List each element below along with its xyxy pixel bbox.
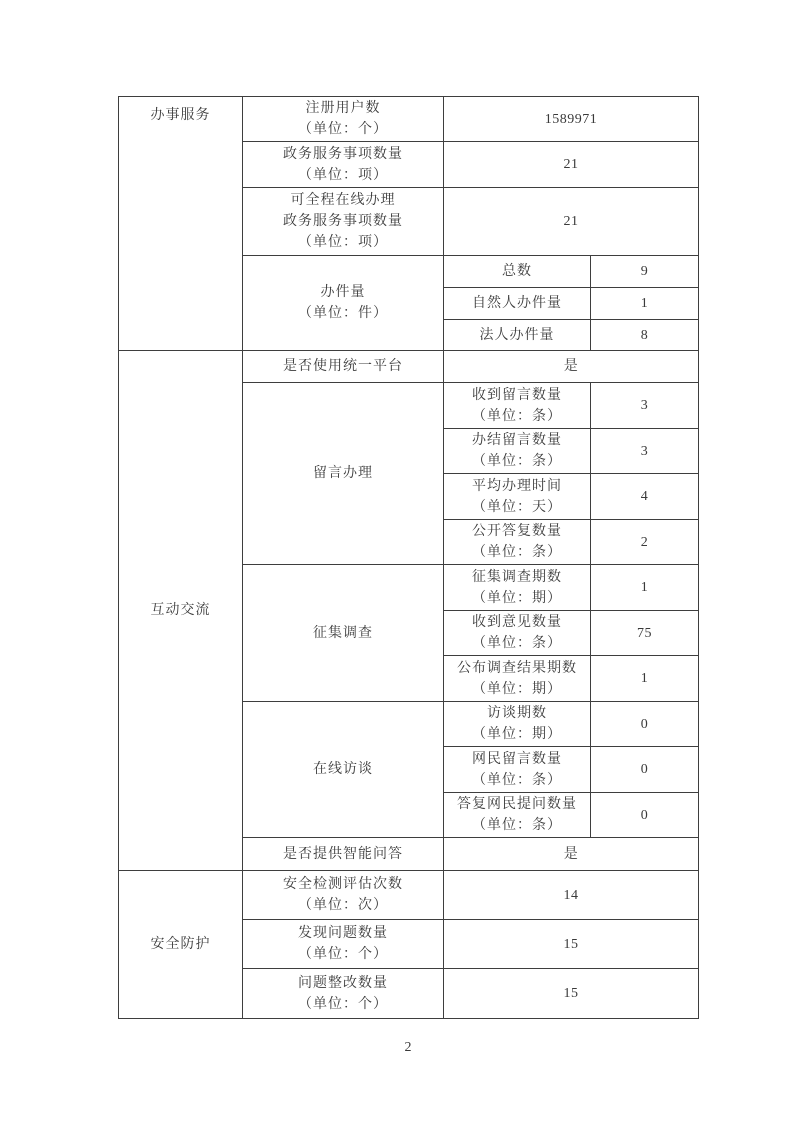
sub-item-unit: （单位：条）: [472, 636, 562, 651]
item-label: 是否使用统一平台: [283, 359, 403, 374]
sub-item-cell: [444, 256, 591, 288]
sub-item-unit: （单位：期）: [472, 590, 562, 606]
sub-item-cell: [444, 565, 591, 611]
value-cell: [591, 288, 699, 320]
value-cell: [591, 474, 699, 520]
value-text: 0: [640, 716, 649, 732]
item-label-cell: [243, 702, 444, 838]
category-label: 互动交流: [150, 603, 211, 618]
item-unit: （单位：件）: [298, 306, 388, 321]
item-label: 问题整改数量: [298, 975, 388, 991]
sub-item-unit: （单位：条）: [472, 772, 562, 788]
item-label-cell: [243, 97, 444, 142]
sub-item-unit: （单位：天）: [472, 499, 562, 515]
value-cell: [444, 838, 699, 871]
value-text: 1: [640, 580, 649, 595]
item-label: 办件量: [320, 285, 366, 300]
value-cell: [591, 793, 699, 838]
item-label: 政务服务事项数量: [283, 146, 403, 162]
sub-item-label: 访谈期数: [487, 706, 547, 721]
sub-item-unit: （单位：条）: [472, 408, 562, 424]
sub-item-cell: [444, 288, 591, 320]
sub-item-label: 总数: [502, 264, 532, 279]
value-text: 1: [640, 296, 649, 311]
category-cell: [119, 97, 243, 351]
category-label: 办事服务: [150, 108, 211, 123]
category-cell: [119, 351, 243, 871]
item-label: 留言办理: [313, 466, 373, 481]
item-label: 是否提供智能问答: [283, 846, 403, 862]
sub-item-unit: （单位：期）: [472, 727, 562, 742]
category-label: 安全防护: [150, 937, 211, 952]
value-cell: [591, 747, 699, 793]
value-text: 9: [640, 264, 649, 279]
item-label-cell: [243, 383, 444, 565]
sub-item-label: 收到意见数量: [472, 615, 562, 630]
value-cell: [591, 611, 699, 656]
value-text: 15: [563, 936, 579, 952]
value-cell: [444, 142, 699, 188]
value-text: 14: [563, 887, 579, 903]
item-label: 在线访谈: [313, 762, 373, 777]
item-unit: （单位：次）: [298, 898, 388, 913]
item-unit: （单位：个）: [298, 122, 388, 137]
sub-item-cell: [444, 611, 591, 656]
value-text: 15: [563, 986, 579, 1001]
sub-item-unit: （单位：条）: [472, 545, 562, 560]
value-text: 3: [640, 443, 649, 459]
page-number: 2: [404, 1040, 412, 1055]
sub-item-cell: [444, 702, 591, 747]
item-unit: （单位：个）: [298, 996, 388, 1012]
item-label: 注册用户数: [305, 101, 381, 116]
item-label-cell: [243, 351, 444, 383]
table-row: [119, 97, 699, 142]
item-label: 安全检测评估次数: [283, 877, 403, 892]
item-label-cell: [243, 871, 444, 920]
value-cell: [444, 188, 699, 256]
sub-item-cell: [444, 429, 591, 474]
report-table: [118, 96, 699, 1019]
sub-item-label: 答复网民提问数量: [457, 797, 577, 812]
value-cell: [591, 656, 699, 702]
sub-item-label: 公布调查结果期数: [457, 660, 577, 676]
table-row: [119, 871, 699, 920]
value-cell: [591, 565, 699, 611]
sub-item-label: 网民留言数量: [472, 751, 562, 767]
sub-item-cell: [444, 656, 591, 702]
sub-item-label: 自然人办件量: [472, 296, 562, 311]
value-cell: [444, 351, 699, 383]
item-label-cell: [243, 920, 444, 969]
item-label-cell: [243, 256, 444, 351]
value-text: 1: [640, 671, 649, 686]
value-text: 是: [563, 359, 579, 374]
sub-item-label: 办结留言数量: [472, 433, 562, 448]
item-label: 政务服务事项数量: [283, 214, 403, 229]
value-text: 21: [563, 157, 579, 172]
value-text: 21: [563, 214, 579, 229]
value-text: 8: [640, 327, 649, 343]
value-text: 3: [640, 398, 649, 413]
value-text: 4: [640, 489, 649, 504]
item-unit: （单位：个）: [298, 947, 388, 962]
table-row: [119, 351, 699, 383]
value-text: 1589971: [544, 111, 598, 127]
value-cell: [591, 383, 699, 429]
item-label: 可全程在线办理: [290, 193, 396, 208]
value-text: 75: [637, 625, 652, 641]
sub-item-label: 公开答复数量: [472, 524, 562, 539]
category-cell: [119, 871, 243, 1019]
sub-item-cell: [444, 383, 591, 429]
item-label: 征集调查: [313, 625, 373, 641]
item-label-cell: [243, 188, 444, 256]
value-cell: [591, 320, 699, 351]
item-unit: （单位：项）: [298, 235, 388, 250]
value-cell: [444, 97, 699, 142]
item-label-cell: [243, 142, 444, 188]
value-cell: [591, 256, 699, 288]
sub-item-unit: （单位：条）: [472, 454, 562, 469]
item-label: 发现问题数量: [298, 926, 388, 941]
sub-item-label: 收到留言数量: [472, 387, 562, 403]
item-label-cell: [243, 565, 444, 702]
sub-item-cell: [444, 520, 591, 565]
item-label-cell: [243, 969, 444, 1019]
sub-item-unit: （单位：条）: [472, 818, 562, 833]
sub-item-label: 征集调查期数: [472, 569, 562, 585]
value-cell: [591, 702, 699, 747]
sub-item-unit: （单位：期）: [472, 681, 562, 697]
item-label-cell: [243, 838, 444, 871]
value-text: 是: [563, 846, 579, 862]
sub-item-label: 法人办件量: [479, 327, 555, 343]
value-text: 0: [640, 807, 649, 823]
sub-item-cell: [444, 747, 591, 793]
value-cell: [444, 871, 699, 920]
sub-item-cell: [444, 320, 591, 351]
value-text: 0: [640, 762, 649, 777]
item-unit: （单位：项）: [298, 167, 388, 183]
value-cell: [444, 969, 699, 1019]
sub-item-cell: [444, 474, 591, 520]
value-cell: [591, 429, 699, 474]
value-cell: [444, 920, 699, 969]
sub-item-cell: [444, 793, 591, 838]
value-cell: [591, 520, 699, 565]
sub-item-label: 平均办理时间: [472, 478, 562, 494]
value-text: 2: [640, 534, 649, 550]
